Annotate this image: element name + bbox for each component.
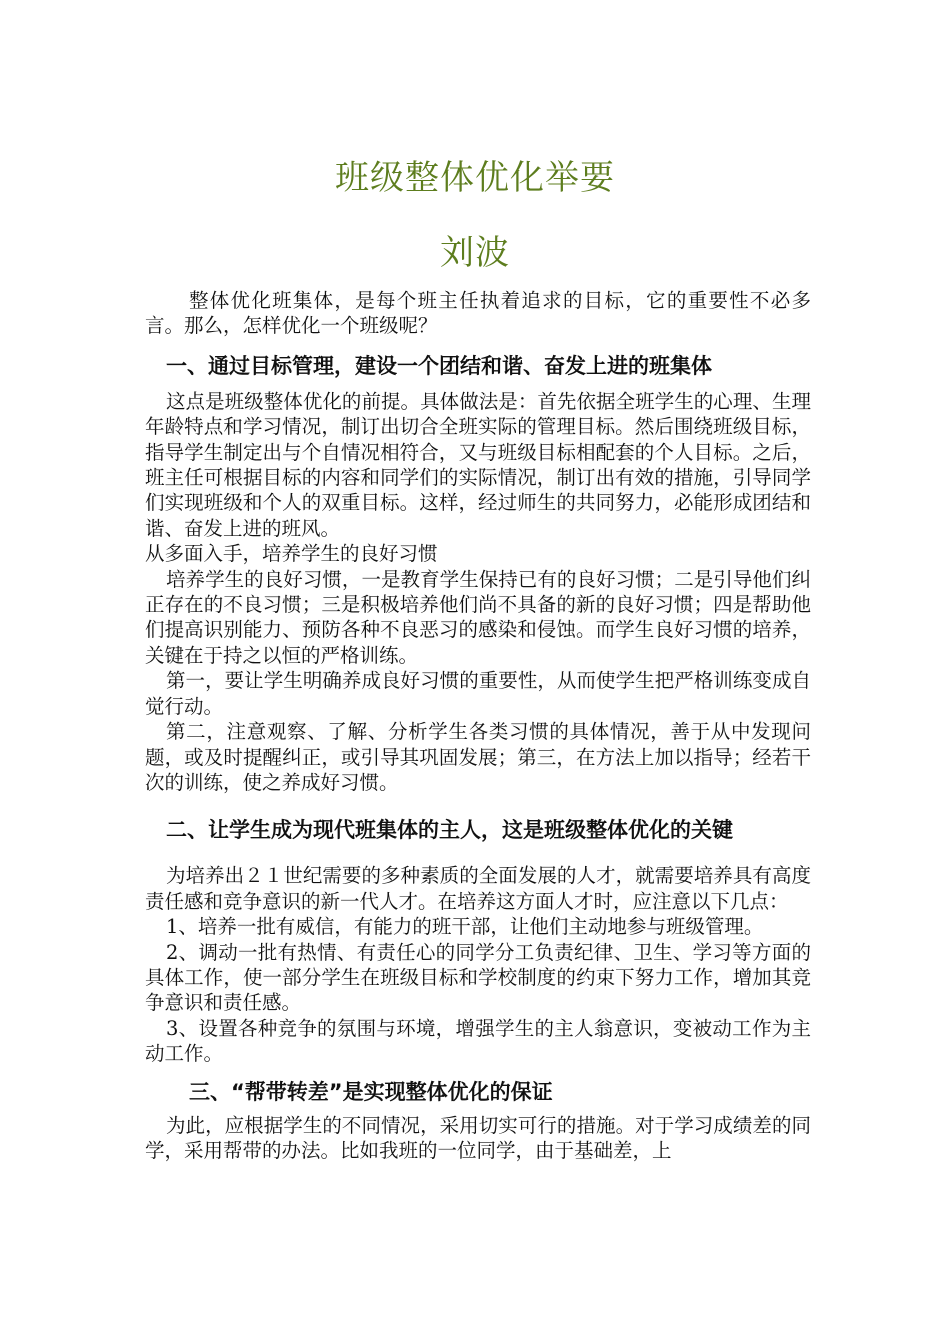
intro-paragraph: 整体优化班集体，是每个班主任执着追求的目标，它的重要性不必多言。那么，怎样优化一个班级呢？ [145, 289, 811, 338]
section-1-heading: 一、通过目标管理，建设一个团结和谐、奋发上进的班集体 [166, 353, 712, 378]
section-1-subheading: 从多面入手，培养学生的良好习惯 [145, 542, 438, 566]
section-1-paragraph: 第一，要让学生明确养成良好习惯的重要性，从而使学生把严格训练变成自觉行动。 [145, 669, 811, 718]
section-2-list-item: 1、培养一批有威信，有能力的班干部，让他们主动地参与班级管理。 [166, 915, 764, 939]
section-2-list-item: 2、调动一批有热情、有责任心的同学分工负责纪律、卫生、学习等方面的具体工作，使一部分学生在班级目标和学校制度的约束下努力工作，增加其竞争意识和责任感。 [145, 940, 811, 1015]
section-3-paragraph: 为此，应根据学生的不同情况，采用切实可行的措施。对于学习成绩差的同学，采用帮带的办法。比如我班的一位同学，由于基础差，上 [145, 1113, 811, 1162]
section-2-heading: 二、让学生成为现代班集体的主人，这是班级整体优化的关键 [166, 818, 733, 843]
section-3-heading: 三、“帮带转差”是实现整体优化的保证 [189, 1079, 553, 1104]
section-1-paragraph: 这点是班级整体优化的前提。具体做法是：首先依据全班学生的心理、生理年龄特点和学习情况，制订出切合全班实际的管理目标。然后围绕班级目标，指导学生制定出与个自情况相符合，又与班级目标相配套的个人目标。之后，班主任可根据目标的内容和同学们的实际情况，制订出有效的措施，引导同学们实现班级和个人的双重目标。这样，经过师生的共同努力，必能形成团结和谐、奋发上进的班风。 [145, 389, 811, 540]
section-2-paragraph: 为培养出２１世纪需要的多种素质的全面发展的人才，就需要培养具有高度责任感和竞争意识的新一代人才。在培养这方面人才时，应注意以下几点： [145, 864, 811, 913]
document-title: 班级整体优化举要 [335, 158, 615, 198]
document-body [145, 288, 811, 1163]
section-1-paragraph: 第二，注意观察、了解、分析学生各类习惯的具体情况，善于从中发现问题，或及时提醒纠正，或引导其巩固发展；第三，在方法上加以指导；经若干次的训练，使之养成好习惯。 [145, 720, 811, 794]
document-author: 刘波 [440, 233, 510, 273]
section-2-list-item: 3、设置各种竞争的氛围与环境，增强学生的主人翁意识，变被动工作为主动工作。 [145, 1016, 811, 1066]
section-1-paragraph: 培养学生的良好习惯，一是教育学生保持已有的良好习惯；二是引导他们纠正存在的不良习惯；三是积极培养他们尚不具备的新的良好习惯；四是帮助他们提高识别能力、预防各种不良恶习的感染和侵蚀。而学生良好习惯的培养，关键在于持之以恒的严格训练。 [145, 567, 811, 667]
